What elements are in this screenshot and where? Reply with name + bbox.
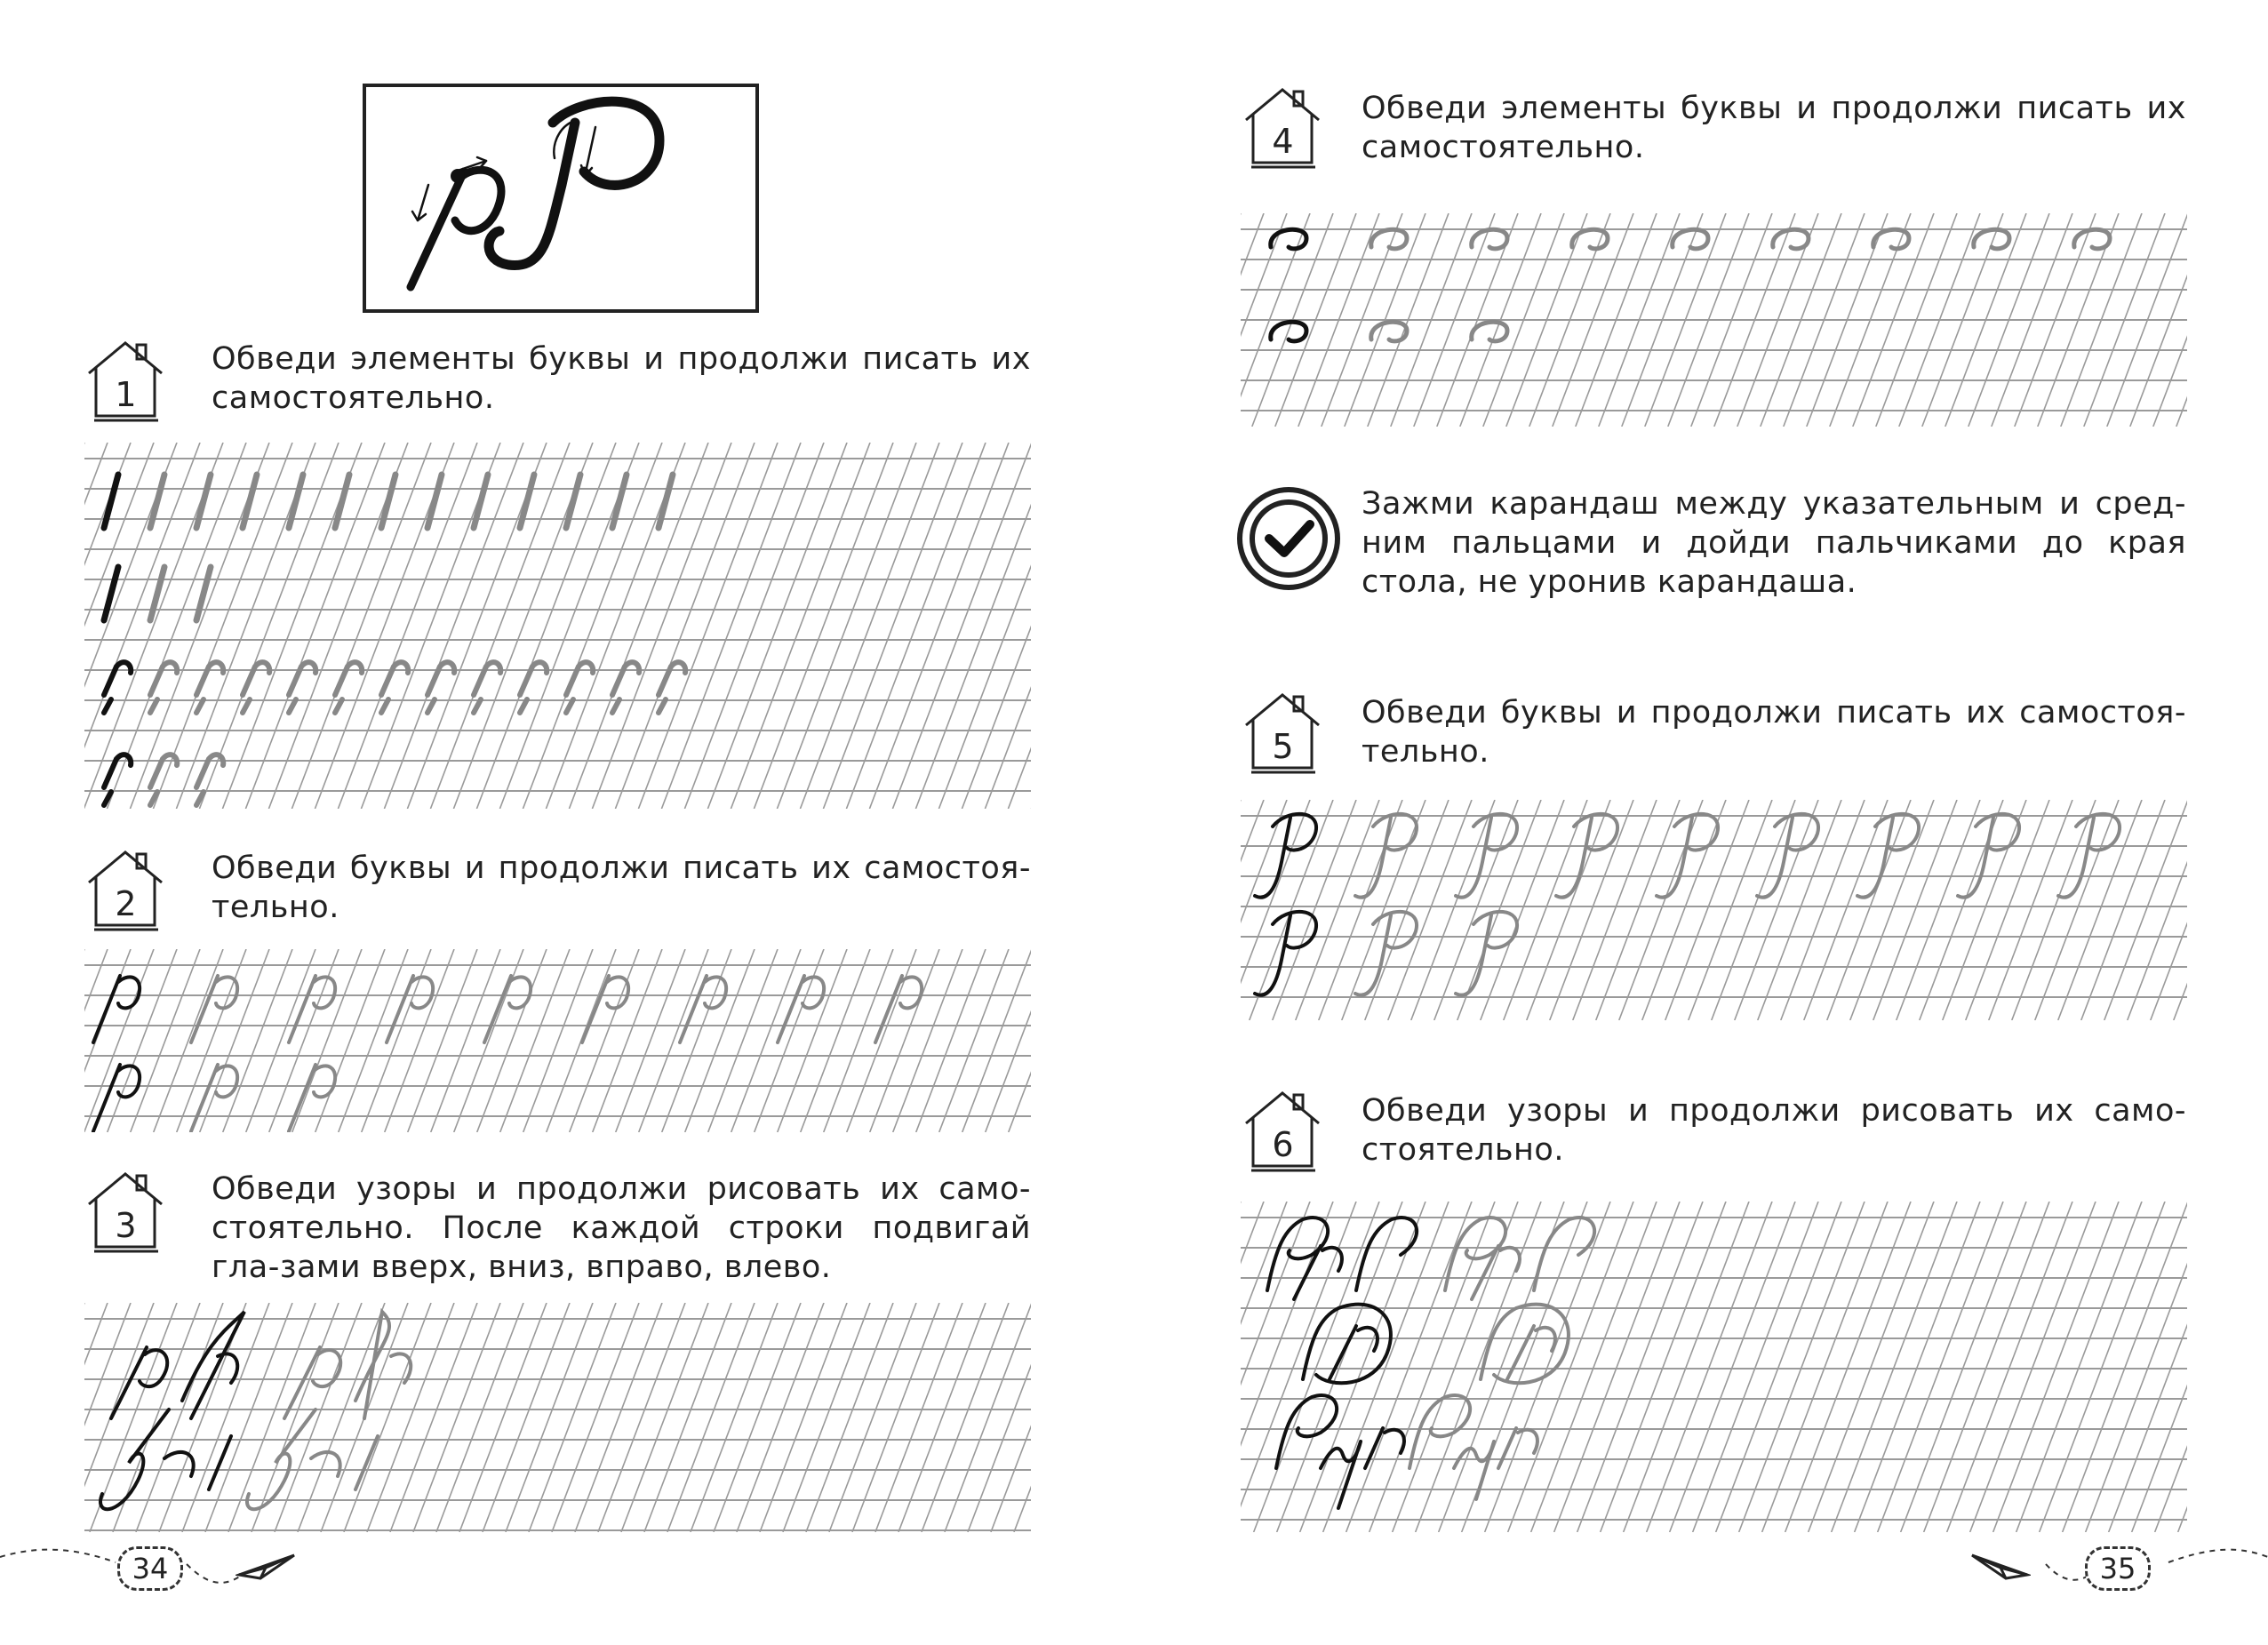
task-5-instruction: Обведи буквы и продолжи писать их самостоя-тельно. [1362, 695, 2186, 770]
task-5-letters [1241, 800, 2187, 1020]
task-3-instruction: Обведи узоры и продолжи рисовать их само-стоятельно. После каждой строки подвигай гла-зами вверх, вниз, вправо, влево. [212, 1171, 1031, 1285]
task-5-house-icon [1241, 690, 1325, 774]
task-3-patterns [84, 1303, 1031, 1532]
task-4-house-icon [1241, 84, 1325, 169]
task-1-strokes [84, 443, 1031, 809]
task-2-house-icon [84, 847, 168, 931]
task-2-letters [84, 949, 1031, 1132]
task-2-number: 2 [115, 884, 137, 923]
page-number-right: 35 [2085, 1546, 2151, 1591]
task-1-instruction: Обведи элементы буквы и продолжи писать их самостоятельно. [212, 341, 1031, 416]
task-4-elements [1241, 213, 2187, 427]
letter-example-box [363, 84, 759, 313]
checkmark-circle-icon [1235, 485, 1342, 592]
task-6-patterns [1241, 1202, 2187, 1532]
task-1-number: 1 [115, 375, 137, 414]
task-3-house-icon [84, 1169, 168, 1253]
task-4-number: 4 [1272, 122, 1294, 161]
letter-r-example-icon [366, 87, 755, 309]
task-1-house-icon [84, 338, 168, 422]
paper-plane-icon [236, 1546, 298, 1582]
task-6-house-icon [1241, 1088, 1325, 1172]
page-number-left: 34 [117, 1546, 183, 1591]
task-6-instruction: Обведи узоры и продолжи рисовать их само-стоятельно. [1362, 1093, 2186, 1168]
task-3-number: 3 [115, 1206, 137, 1245]
task-2-instruction: Обведи буквы и продолжи писать их самостоя-тельно. [212, 850, 1031, 925]
paper-plane-icon [1969, 1546, 2031, 1582]
tip-instruction: Зажми карандаш между указательным и сред-ним пальцами и дойди пальчиками до края стола, не уронив карандаша. [1362, 486, 2186, 600]
task-4-instruction: Обведи элементы буквы и продолжи писать их самостоятельно. [1362, 91, 2186, 165]
task-5-number: 5 [1272, 727, 1294, 766]
task-6-number: 6 [1272, 1125, 1294, 1164]
